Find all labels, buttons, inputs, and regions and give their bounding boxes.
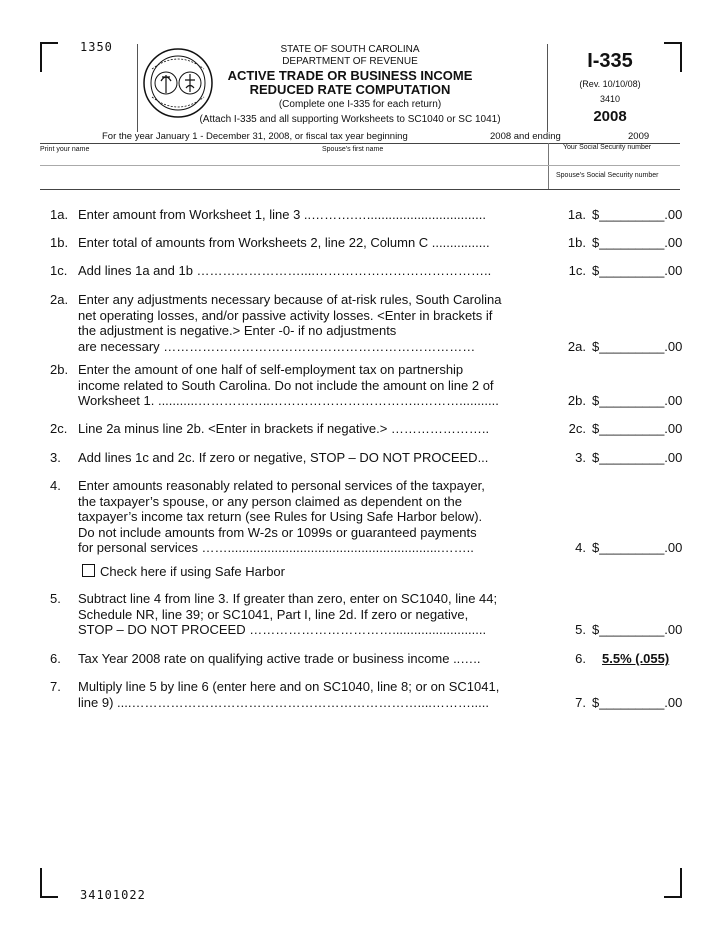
form-code: 3410: [599, 94, 621, 104]
spouse-ssn-label: Spouse's Social Security number: [556, 172, 659, 179]
line-2b-amount-field[interactable]: $_________.00: [592, 393, 683, 408]
form-title-line2: REDUCED RATE COMPUTATION: [249, 82, 451, 97]
tax-period-text: For the year January 1 - December 31, 2008, or fiscal tax year beginning: [102, 131, 408, 142]
line-6-rate: 5.5% (.055): [602, 651, 670, 666]
tax-year: 2008: [593, 108, 627, 125]
line-7: 7. Multiply line 5 by line 6 (enter here and on SC1040, line 8; or on SC1041, line 9) ....…………………………………………………………....………..... 7. $_________.00: [50, 679, 683, 710]
line-1c-amount-field[interactable]: $_________.00: [592, 263, 683, 278]
line-2b: 2b. Enter the amount of one half of self-employment tax on partnership income related to South Carolina. Do not include the amount on line 2 of Worksheet 1. ...........……………..……………………………..………........... 2b. $_________.00: [50, 362, 683, 408]
safe-harbor-checkbox[interactable]: [82, 564, 95, 577]
line-3-amount-field[interactable]: $_________.00: [592, 450, 683, 465]
form-id: I-335: [587, 50, 633, 72]
line-5-amount-field[interactable]: $_________.00: [592, 622, 683, 637]
ssn-label: Your Social Security number: [563, 144, 652, 151]
name-field-underline[interactable]: [40, 165, 680, 166]
fiscal-year-begin[interactable]: 2008 and ending: [490, 131, 561, 142]
print-name-label: Print your name: [40, 146, 90, 153]
form-code-top: 1350: [80, 40, 113, 54]
header-bottom-rule: [40, 189, 680, 190]
ssn-divider: [548, 143, 549, 190]
corner-mark-bottom-right: [664, 868, 682, 898]
revision-date: (Rev. 10/10/08): [579, 79, 641, 89]
form-subtitle: (Complete one I-335 for each return): [278, 99, 442, 110]
line-2a-amount-field[interactable]: $_________.00: [592, 338, 683, 354]
line-4: 4. Enter amounts reasonably related to personal services of the taxpayer, the taxpayer’s spouse, or any person claimed as dependent on the taxpayer’s income tax return (see Rules for Using Safe Harbor below). Do not include amounts from W-2s or 1099s or guaranteed payments for personal services ……...........................................................…….. 4. $_________.00: [50, 478, 683, 555]
line-1b-amount-field[interactable]: $_________.00: [592, 235, 683, 250]
spouse-name-label: Spouse's first name: [322, 146, 384, 153]
corner-mark-top-left: [40, 42, 58, 72]
line-1a-amount-field[interactable]: $_________.00: [592, 207, 683, 222]
form-code-bottom: 34101022: [80, 888, 146, 902]
line-5: 5. Subtract line 4 from line 3. If greater than zero, enter on SC1040, line 44; Schedule NR, line 39; or SC1041, Part I, line 2d. If zero or negative, STOP – DO NOT PROCEED …………………………….......................... 5. $_________.00: [50, 591, 683, 637]
safe-harbor-label: Check here if using Safe Harbor: [100, 564, 285, 579]
department-name: DEPARTMENT OF REVENUE: [282, 56, 418, 67]
line-7-amount-field[interactable]: $_________.00: [592, 694, 683, 710]
line-2a: 2a. Enter any adjustments necessary because of at-risk rules, South Carolina net operating losses, and/or passive activity losses. <Enter in brackets if the adjustment is negative.> Enter -0- if no adjustments are necessary ……………………………………………………………… 2a. $_________.00: [50, 292, 683, 354]
attach-note: (Attach I-335 and all supporting Worksheets to SC1040 or SC 1041): [199, 114, 501, 125]
header-divider-left: [137, 44, 138, 132]
corner-mark-bottom-left: [40, 868, 58, 898]
safe-harbor-checkbox-row[interactable]: [82, 564, 285, 579]
form-title-line1: ACTIVE TRADE OR BUSINESS INCOME: [227, 68, 473, 83]
line-4-amount-field[interactable]: $_________.00: [592, 540, 683, 555]
state-name: STATE OF SOUTH CAROLINA: [280, 44, 420, 55]
fiscal-year-end[interactable]: 2009: [628, 131, 650, 142]
line-2c-amount-field[interactable]: $_________.00: [592, 421, 683, 436]
corner-mark-top-right: [664, 42, 682, 72]
